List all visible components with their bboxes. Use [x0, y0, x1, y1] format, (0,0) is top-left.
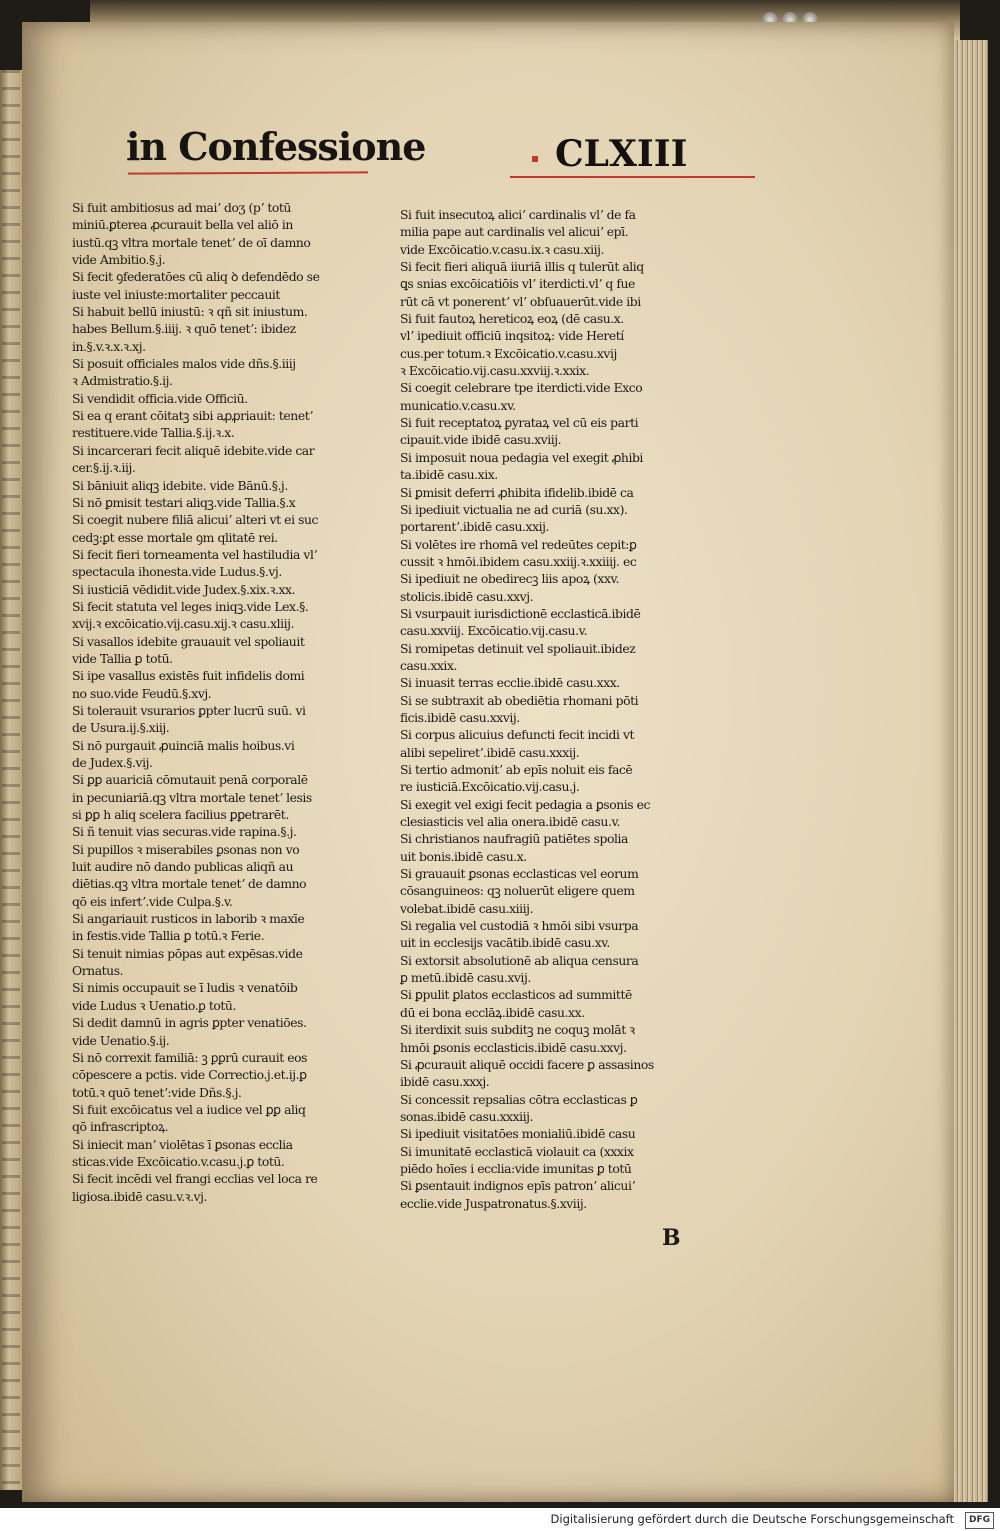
text-line: piēdo hoīes i ecclia:vide imunitas ꝑ totū	[400, 1160, 632, 1176]
text-line: vide Ludus ꝛ Uenatio.ꝑ totū.	[72, 997, 236, 1013]
text-line: de Judex.§.vij.	[72, 755, 153, 770]
text-line: cōsanguineos: qꝫ noluerūt eligere quem	[400, 883, 635, 899]
text-line: Si imunitatē ecclasticā violauit ca (xxxix	[400, 1143, 634, 1159]
folio-red-mark	[532, 156, 538, 162]
text-line: casu.xxviij. Excōicatio.vij.casu.v.	[400, 623, 588, 639]
signature-mark: B	[662, 1225, 681, 1251]
text-line: stolicis.ibidē casu.xxvj.	[400, 588, 534, 604]
text-line: habes Bellum.§.iiij. ꝛ quō tenetʼ: ibidez	[72, 321, 296, 337]
text-line: Si tenuit nimias pōpas aut expēsas.vide	[72, 945, 303, 961]
text-line: in.§.v.ꝛ.x.ꝛ.xj.	[72, 338, 146, 354]
text-line: ligiosa.ibidē casu.v.ꝛ.vj.	[72, 1188, 207, 1204]
text-line: dū ei bona ecclāꝝ.ibidē casu.xx.	[400, 1004, 585, 1020]
text-line: uit bonis.ibidē casu.x.	[400, 848, 527, 864]
text-line: volebat.ibidē casu.xiiij.	[400, 900, 534, 916]
text-line: ꝛ Excōicatio.vij.casu.xxviij.ꝛ.xxix.	[400, 363, 590, 379]
text-line: Si ipediuit ne obedirecꝫ liis apoꝝ (xxv.	[400, 571, 620, 587]
text-line: Si iniecit manʼ violētas ī ꝑsonas ecclia	[72, 1136, 293, 1152]
running-head: in Confessione	[126, 124, 426, 169]
text-line: Si exegit vel exigi fecit pedagia a ꝑsonis ec	[400, 796, 651, 812]
text-line: Si coegit celebrare tpe iterdicti.vide Exco	[400, 380, 643, 396]
text-line: Si incarcerari fecit aliquē idebite.vide car	[72, 442, 315, 458]
text-line: Si vasallos idebite grauauit vel spoliauit	[72, 633, 305, 649]
text-line: Si imposuit noua pedagia vel exegit ꝓhibi	[400, 449, 643, 465]
text-line: Si inuasit terras ecclie.ibidē casu.xxx.	[400, 675, 620, 691]
folio-number: CLXIII	[555, 133, 688, 175]
text-line: Si habuit bellū iniustū: ꝛ qñ sit iniustum.	[72, 304, 308, 320]
text-line: Si ꝑꝑ auariciā cōmutauit penā corporalē	[72, 772, 308, 788]
text-line: Si fecit incēdi vel frangi ecclias vel loca re	[72, 1171, 318, 1187]
text-line: Si ipediuit visitatōes monialiū.ibidē casu	[400, 1126, 636, 1142]
text-line: Si dedit damnū in agris ꝑpter venatiōes.	[72, 1015, 307, 1031]
text-line: Si ꝑmisit deferri ꝓhibita ifidelib.ibidē ca	[400, 484, 634, 500]
text-line: Si christianos naufragiū patiētes spolia	[400, 831, 628, 847]
text-line: Si se subtraxit ab obediētia rhomani pōti	[400, 692, 639, 708]
text-line: in festis.vide Tallia ꝑ totū.ꝛ Ferie.	[72, 928, 265, 944]
text-line: Si extorsit absolutionē ab aliqua censura	[400, 952, 639, 968]
text-line: cussit ꝛ hmōi.ibidem casu.xxiij.ꝛ.xxiiij. ec	[400, 553, 637, 569]
text-line: Si tolerauit vsurarios ꝑpter lucrū suū. vi	[72, 702, 306, 718]
text-line: ecclie.vide Juspatronatus.§.xviij.	[400, 1195, 587, 1211]
text-line: Si volētes ire rhomā vel redeūtes cepit:ꝑ	[400, 536, 637, 552]
text-column-left	[72, 199, 400, 1205]
text-line: vide Ambitio.§.j.	[72, 252, 166, 268]
text-line: Si fecit ꝯfederatōes cū aliq ꝺ defendēdo se	[72, 269, 320, 285]
text-line: Si nō ꝑmisit testari aliqꝫ.vide Tallia.§.x	[72, 494, 296, 510]
text-line: de Usura.ij.§.xiij.	[72, 720, 170, 736]
text-line: cipauit.vide ibidē casu.xviij.	[400, 432, 562, 448]
text-line: Si grauauit ꝑsonas ecclasticas vel eorum	[400, 866, 639, 882]
text-line: sonas.ibidē casu.xxxiij.	[400, 1108, 534, 1124]
text-line: Si ipediuit victualia ne ad curiā (su.xx).	[400, 501, 628, 517]
text-line: Si fecit fieri torneamenta vel hastiludia vlʼ	[72, 546, 317, 562]
text-line: diētias.qꝫ vltra mortale tenetʼ de damno	[72, 876, 307, 892]
dfg-logo: DFG	[965, 1512, 994, 1529]
text-line: vide Excōicatio.v.casu.ix.ꝛ casu.xiij.	[400, 241, 604, 257]
text-line: miniū.ꝑterea ꝓcurauit bella vel aliō in	[72, 217, 293, 233]
text-line: luit audire nō dando publicas aliqñ au	[72, 859, 294, 875]
text-line: xvij.ꝛ excōicatio.vij.casu.xij.ꝛ casu.xliij.	[72, 616, 295, 632]
folio-red-rule	[510, 176, 755, 178]
text-line: Si tertio admonitʼ ab epīs noluit eis facē	[400, 762, 633, 777]
text-line: sticas.vide Excōicatio.v.casu.j.ꝑ totū.	[72, 1153, 285, 1169]
text-line: Si fuit fautoꝝ hereticoꝝ eoꝝ (dē casu.x.	[400, 311, 624, 327]
text-line: iuste vel iniuste:mortaliter peccauit	[72, 286, 280, 302]
text-line: municatio.v.casu.xv.	[400, 397, 516, 413]
text-line: Si fuit excōicatus vel a iudice vel ꝑꝑ aliq	[72, 1101, 306, 1117]
funding-credit: Digitalisierung gefördert durch die Deutsche Forschungsgemeinschaft	[550, 1512, 954, 1526]
text-line: vide Uenatio.§.ij.	[72, 1032, 170, 1048]
text-line: Si vendidit officia.vide Officiū.	[72, 390, 248, 406]
text-line: Si nimis occupauit se ī ludis ꝛ venatōib	[72, 980, 298, 996]
text-line: spectacula ihonesta.vide Ludus.§.vj.	[72, 564, 282, 580]
text-line: ꝗs snias excōicatiōis vlʼ iterdicti.vlʼ q fue	[400, 276, 635, 292]
text-line: hmōi ꝑsonis ecclasticis.ibidē casu.xxvj.	[400, 1039, 627, 1055]
text-line: Si fuit receptatoꝝ ꝑyrataꝝ vel cū eis parti	[400, 415, 639, 431]
text-line: Si fuit insecutoꝝ aliciʼ cardinalis vlʼ de fa	[400, 207, 636, 222]
footer-bar	[0, 1508, 1000, 1531]
text-line: Si iterdixit suis subditꝫ ne coquꝫ molāt ꝛ	[400, 1022, 635, 1038]
text-line: Si ꝑpulit ꝑlatos ecclasticos ad summittē	[400, 987, 632, 1003]
text-line: Si fecit statuta vel leges iniqꝫ.vide Lex.§.	[72, 598, 309, 614]
text-line: Si iusticiā vēdidit.vide Judex.§.xix.ꝛ.xx.	[72, 581, 296, 597]
text-line: cer.§.ij.ꝛ.iij.	[72, 460, 136, 476]
text-line: alibi sepeliretʼ.ibidē casu.xxxij.	[400, 744, 580, 760]
text-line: Si nō correxit familiā: ꝫ ꝑꝑrū curauit eos	[72, 1049, 308, 1065]
text-line: Si corpus alicuius defuncti fecit incidi vt	[400, 727, 635, 743]
text-line: ficis.ibidē casu.xxvij.	[400, 709, 520, 725]
text-line: Si vsurpauit iurisdictionē ecclasticā.ibidē	[400, 605, 641, 621]
text-line: vide Tallia ꝑ totū.	[72, 650, 173, 666]
text-line: qō infrascriptoꝝ.	[72, 1119, 169, 1135]
text-line: portarentʼ.ibidē casu.xxij.	[400, 519, 550, 535]
text-line: uit in ecclesijs vacātib.ibidē casu.xv.	[400, 935, 610, 951]
text-line: vlʼ ipediuit officiū inqsitoꝝ: vide Heretí	[400, 328, 624, 344]
text-line: Si romipetas detinuit vel spoliauit.ibidez	[400, 640, 636, 656]
facing-page-text	[2, 70, 20, 1490]
text-line: Ornatus.	[72, 963, 124, 979]
text-line: ꝛ Admistratio.§.ij.	[72, 373, 173, 389]
text-line: Si nō purgauit ꝓuinciā malis hoibus.vi	[72, 737, 295, 753]
text-line: Si coegit nubere filiā alicuiʼ alteri vt ei suc	[72, 512, 318, 528]
text-line: Si posuit officiales malos vide dñs.§.iiij	[72, 356, 296, 372]
text-line: Si bāniuit aliqꝫ idebite. vide Bānū.§.j.	[72, 477, 288, 493]
text-line: Si pupillos ꝛ miserabiles ꝑsonas non vo	[72, 841, 300, 857]
text-line: in pecuniariā.qꝫ vltra mortale tenetʼ lesis	[72, 789, 312, 805]
text-line: clesiasticis vel alia onera.ibidē casu.v.	[400, 814, 621, 830]
text-line: ibidē casu.xxxj.	[400, 1074, 490, 1090]
text-line: Si fecit fieri aliquā iiuriā illis q tulerūt aliq	[400, 259, 644, 275]
text-line: Si concessit repsalias cōtra ecclasticas ꝑ	[400, 1091, 638, 1107]
text-line: ꝑ metū.ibidē casu.xvij.	[400, 970, 531, 986]
text-line: cōpescere a pctis. vide Correctio.j.et.ij.ꝑ	[72, 1067, 307, 1083]
text-line: re iusticiā.Excōicatio.vij.casu.j.	[400, 779, 580, 795]
text-line: milia pape aut cardinalis vel alicuiʼ epī.	[400, 224, 629, 240]
text-line: rūt cā vt ponerentʼ vlʼ obſuauerūt.vide ibi	[400, 293, 641, 309]
text-line: Si regalia vel custodiā ꝛ hmōi sibi vsurpa	[400, 918, 639, 934]
text-line: no suo.vide Feudū.§.xvj.	[72, 685, 212, 701]
text-line: restituere.vide Tallia.§.ij.ꝛ.x.	[72, 425, 235, 441]
text-line: totū.ꝛ quō tenetʼ:vide Dñs.§.j.	[72, 1084, 242, 1100]
text-line: casu.xxix.	[400, 657, 457, 673]
text-line: Si fuit ambitiosus ad maiʼ doʒ (pʼ totū	[72, 200, 291, 215]
text-line: Si ꝑsentauit indignos epīs patronʼ alicuiʼ	[400, 1178, 635, 1194]
text-line: cus.per totum.ꝛ Excōicatio.v.casu.xvij	[400, 345, 617, 361]
text-line: Si angariauit rusticos in laborib ꝛ maxīe	[72, 911, 305, 927]
text-line: qō eis infertʼ.vide Culpa.§.v.	[72, 893, 233, 909]
text-line: Si ꝓcurauit aliquē occidi facere ꝑ assasinos	[400, 1056, 654, 1072]
text-line: Si ñ tenuit vias securas.vide rapina.§.j.	[72, 824, 297, 840]
text-line: cedꝫ:ꝑt esse mortale ꝯm qlitatē rei.	[72, 529, 278, 545]
text-line: iustū.qꝫ vltra mortale tenetʼ de oī damno	[72, 234, 311, 250]
text-column-right	[400, 206, 712, 1212]
text-line: Si ipe vasallus existēs fuit infidelis domi	[72, 668, 305, 684]
text-line: si ꝑꝑ h aliq scelera facilius ꝑꝑetrarēt.	[72, 807, 289, 823]
text-line: Si ea q erant cōitatꝫ sibi aꝓꝓriauit: tenetʼ	[72, 408, 313, 424]
text-line: ta.ibidē casu.xix.	[400, 467, 498, 483]
